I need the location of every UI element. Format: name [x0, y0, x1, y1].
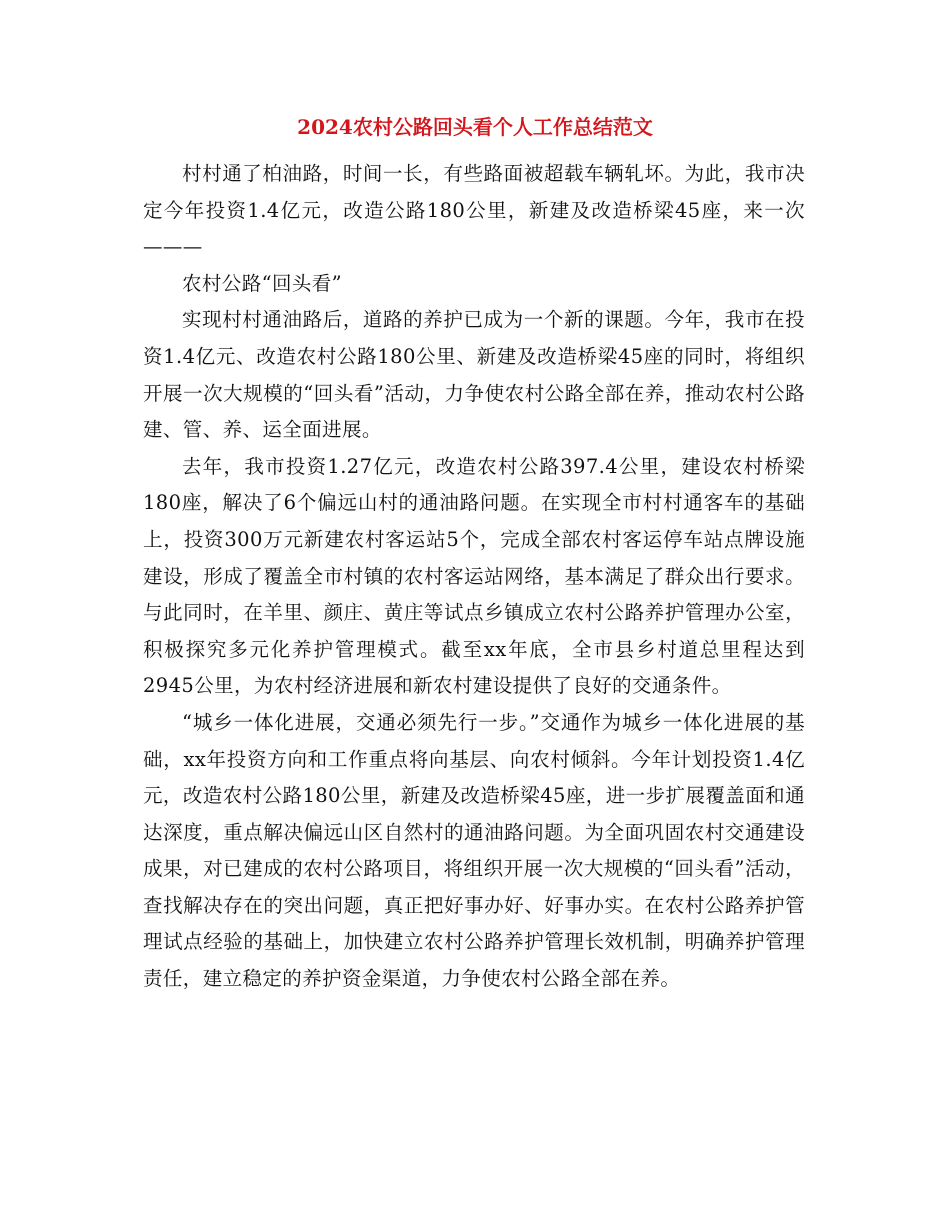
paragraph-last-year: 去年，我市投资1.27亿元，改造农村公路397.4公里，建设农村桥梁180座，解决了6个偏远山村的通油路问题。在实现全市村村通客车的基础上，投资300万元新建农村客运站5个，完成全部农村客运停车站点牌设施建设，形成了覆盖全市村镇的农村客运站网络，基本满足了群众出行要求。与此同时，在羊里、颜庄、黄庄等试点乡镇成立农村公路养护管理办公室，积极探究多元化养护管理模式。截至xx年底，全市县乡村道总里程达到2945公里，为农村经济进展和新农村建设提供了良好的交通条件。	[143, 454, 805, 698]
document-body	[143, 156, 805, 998]
paragraph-plan: 实现村村通油路后，道路的养护已成为一个新的课题。今年，我市在投资1.4亿元、改造农村公路180公里、新建及改造桥梁45座的同时，将组织开展一次大规模的“回头看”活动，力争使农村公路全部在养，推动农村公路建、管、养、运全面进展。	[143, 308, 805, 442]
paragraph-this-year: “城乡一体化进展，交通必须先行一步。”交通作为城乡一体化进展的基础，xx年投资方向和工作重点将向基层、向农村倾斜。今年计划投资1.4亿元，改造农村公路180公里，新建及改造桥梁45座，进一步扩展覆盖面和通达深度，重点解决偏远山区自然村的通油路问题。为全面巩固农村交通建设成果，对已建成的农村公路项目，将组织开展一次大规模的“回头看”活动，查找解决存在的突出问题，真正把好事办好、好事办实。在农村公路养护管理试点经验的基础上，加快建立农村公路养护管理长效机制，明确养护管理责任，建立稳定的养护资金渠道，力争使农村公路全部在养。	[143, 710, 805, 991]
paragraph-intro: 村村通了柏油路，时间一长，有些路面被超载车辆轧坏。为此，我市决定今年投资1.4亿元，改造公路180公里，新建及改造桥梁45座，来一次———	[143, 162, 805, 259]
paragraph-subheading: 农村公路“回头看”	[182, 271, 343, 295]
document-title: 2024农村公路回头看个人工作总结范文	[297, 115, 653, 139]
